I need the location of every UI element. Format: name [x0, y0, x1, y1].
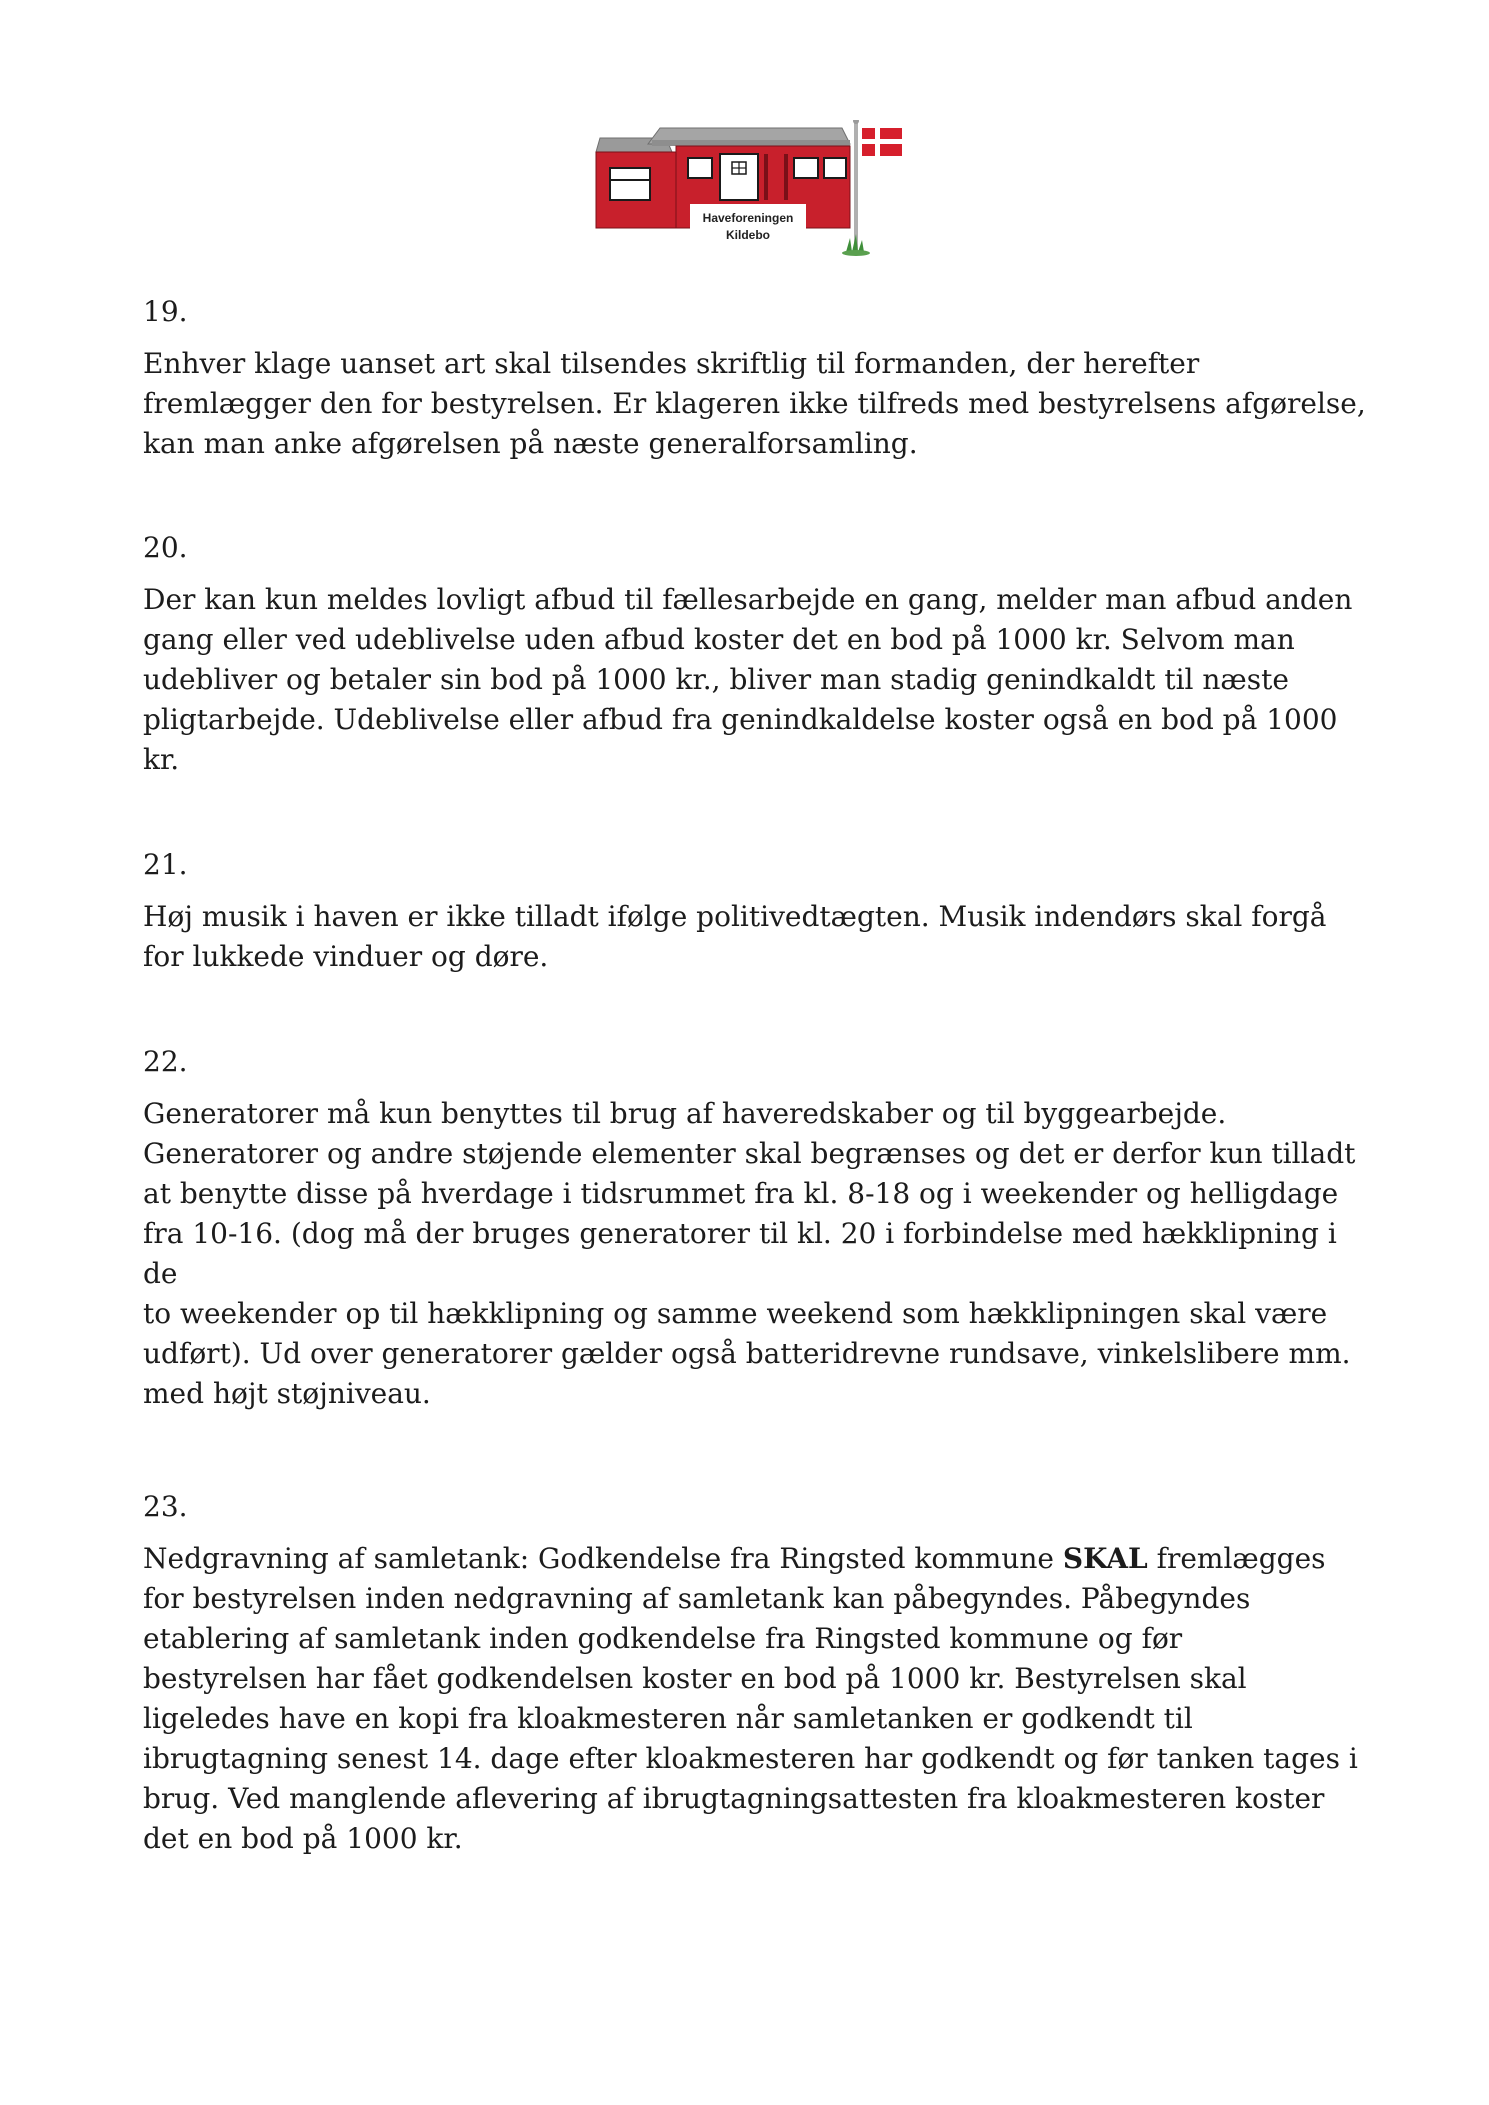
- section-text-before: Nedgravning af samletank: Godkendelse fra Ringsted kommune: [143, 1542, 1063, 1575]
- section-text-emphasis: SKAL: [1062, 1542, 1148, 1575]
- section-text-after: fremlægges for bestyrelsen inden nedgravning af samletank kan påbegyndes. Påbegyndes etablering af samletank inden godkendelse fra Ringsted kommune og før bestyrelsen har fået godkendelsen koster en bod på 1000 kr. Bestyrelsen skal ligeledes have en kopi fra kloakmesteren når samletanken er godkendt til ibrugtagning senest 14. dage efter kloakmesteren har godkendt og før tanken tages i brug. Ved manglende aflevering af ibrugtagningsattesten fra kloakmesteren koster det en bod på 1000 kr.: [143, 1542, 1358, 1855]
- section-number: 21.: [143, 848, 188, 881]
- logo-line-1: Haveforeningen: [702, 211, 794, 225]
- section-text: Høj musik i haven er ikke tilladt ifølge politivedtægten. Musik indendørs skal forgå for lukkede vinduer og døre.: [143, 900, 1327, 973]
- association-logo: [588, 120, 904, 260]
- section-number: 20.: [143, 531, 188, 564]
- section-19: [143, 292, 1373, 464]
- section-number: 19.: [143, 295, 188, 328]
- section-23: [143, 1487, 1373, 1859]
- section-number: 23.: [143, 1490, 188, 1523]
- section-text: Generatorer må kun benyttes til brug af haveredskaber og til byggearbejde. Generatorer og andre støjende elementer skal begrænses og det er derfor kun tilladt at benytte disse på hverdage i tidsrummet fra kl. 8-18 og i weekender og helligdage fra 10-16. (dog må der bruges generatorer til kl. 20 i forbindelse med hækklipning i de to weekender op til hækklipning og samme weekend som hækklipningen skal være udført). Ud over generatorer gælder også batteridrevne rundsave, vinkelslibere mm. med højt støjniveau.: [143, 1097, 1356, 1410]
- logo-text: [690, 210, 806, 244]
- section-22: [143, 1042, 1373, 1414]
- section-20: [143, 528, 1373, 780]
- section-21: [143, 845, 1373, 977]
- section-text: Der kan kun meldes lovligt afbud til fællesarbejde en gang, melder man afbud anden gang eller ved udeblivelse uden afbud koster det en bod på 1000 kr. Selvom man udebliver og betaler sin bod på 1000 kr., bliver man stadig genindkaldt til næste pligtarbejde. Udeblivelse eller afbud fra genindkaldelse koster også en bod på 1000 kr.: [143, 583, 1353, 776]
- section-number: 22.: [143, 1045, 188, 1078]
- logo-line-2: Kildebo: [726, 228, 770, 242]
- section-text: Enhver klage uanset art skal tilsendes skriftlig til formanden, der herefter fremlægger den for bestyrelsen. Er klageren ikke tilfreds med bestyrelsens afgørelse, kan man anke afgørelsen på næste generalforsamling.: [143, 347, 1366, 460]
- section-text: [143, 1539, 1373, 1859]
